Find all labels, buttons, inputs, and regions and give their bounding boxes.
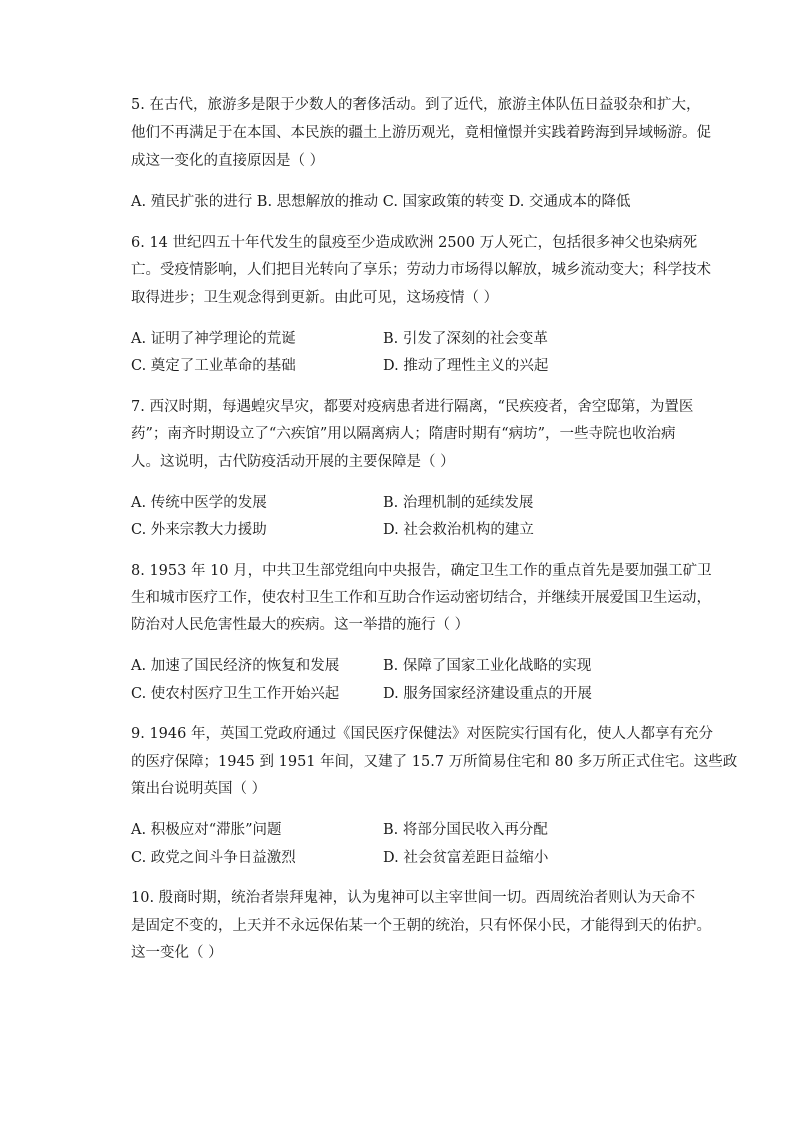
q8-line-2: 生和城市医疗工作，使农村卫生工作和互助合作运动密切结合，并继续开展爱国卫生运动， bbox=[131, 590, 711, 606]
q10-line-2: 是固定不变的，上天并不永远保佑某一个王朝的统治，只有怀保小民，才能得到天的佑护。 bbox=[131, 918, 711, 934]
q10-line-3: 这一变化（ ） bbox=[131, 945, 223, 961]
q6-line-3: 取得进步；卫生观念得到更新。由此可见，这场疫情（ ） bbox=[131, 290, 499, 306]
q6-option-b: B. 引发了深刻的社会变革 bbox=[383, 331, 548, 347]
q7-option-a: A. 传统中医学的发展 bbox=[131, 495, 267, 511]
q5-line-2: 他们不再满足于在本国、本民族的疆土上游历观光，竟相憧憬并实践着跨海到异域畅游。促 bbox=[131, 125, 711, 141]
q8-option-b: B. 保障了国家工业化战略的实现 bbox=[383, 658, 592, 674]
q5-line-1: 5. 在古代，旅游多是限于少数人的奢侈活动。到了近代，旅游主体队伍日益驳杂和扩大， bbox=[131, 97, 701, 113]
q7-option-c: C. 外来宗教大力援助 bbox=[131, 522, 267, 538]
q6-option-d: D. 推动了理性主义的兴起 bbox=[383, 358, 549, 374]
q8-line-3: 防治对人民危害性最大的疾病。这一举措的施行（ ） bbox=[131, 617, 470, 633]
q7-line-1: 7. 西汉时期，每遇蝗灾旱灾，都要对疫病患者进行隔离，“民疾疫者，舍空邸第，为置医 bbox=[131, 399, 694, 415]
q9-option-a: A. 积极应对“滞胀”问题 bbox=[131, 822, 282, 838]
q9-option-d: D. 社会贫富差距日益缩小 bbox=[383, 850, 549, 866]
q9-line-2: 的医疗保障；1945 到 1951 年间，又建了 15.7 万所简易住宅和 80 多万所正式住宅。这些政 bbox=[131, 754, 738, 770]
q6-line-2: 亡。受疫情影响，人们把目光转向了享乐；劳动力市场得以解放，城乡流动变大；科学技术 bbox=[131, 262, 711, 278]
q8-option-a: A. 加速了国民经济的恢复和发展 bbox=[131, 658, 340, 674]
q5-line-3: 成这一变化的直接原因是（ ） bbox=[131, 153, 325, 169]
q9-option-c: C. 政党之间斗争日益激烈 bbox=[131, 850, 296, 866]
q9-option-b: B. 将部分国民收入再分配 bbox=[383, 822, 548, 838]
q7-option-d: D. 社会救治机构的建立 bbox=[383, 522, 534, 538]
q10-line-1: 10. 殷商时期，统治者崇拜鬼神，认为鬼神可以主宰世间一切。西周统治者则认为天命不 bbox=[131, 890, 696, 906]
q6-line-1: 6. 14 世纪四五十年代发生的鼠疫至少造成欧洲 2500 万人死亡，包括很多神父也染病死 bbox=[131, 235, 698, 251]
q6-option-c: C. 奠定了工业革命的基础 bbox=[131, 358, 296, 374]
q8-option-c: C. 使农村医疗卫生工作开始兴起 bbox=[131, 686, 340, 702]
q5-options: A. 殖民扩张的进行 B. 思想解放的推动 C. 国家政策的转变 D. 交通成本的降低 bbox=[131, 194, 631, 210]
q7-line-2: 药”；南齐时期设立了“六疾馆”用以隔离病人；隋唐时期有“病坊”，一些寺院也收治病 bbox=[131, 426, 676, 442]
q9-line-3: 策出台说明英国（ ） bbox=[131, 781, 267, 797]
q8-option-d: D. 服务国家经济建设重点的开展 bbox=[383, 686, 592, 702]
q7-line-3: 人。这说明，古代防疫活动开展的主要保障是（ ） bbox=[131, 454, 455, 470]
q6-option-a: A. 证明了神学理论的荒诞 bbox=[131, 331, 296, 347]
q7-option-b: B. 治理机制的延续发展 bbox=[383, 495, 534, 511]
q9-line-1: 9. 1946 年，英国工党政府通过《国民医疗保健法》对医院实行国有化，使人人都享有充分 bbox=[131, 726, 713, 742]
q8-line-1: 8. 1953 年 10 月，中共卫生部党组向中央报告，确定卫生工作的重点首先是要加强工矿卫 bbox=[131, 563, 712, 579]
